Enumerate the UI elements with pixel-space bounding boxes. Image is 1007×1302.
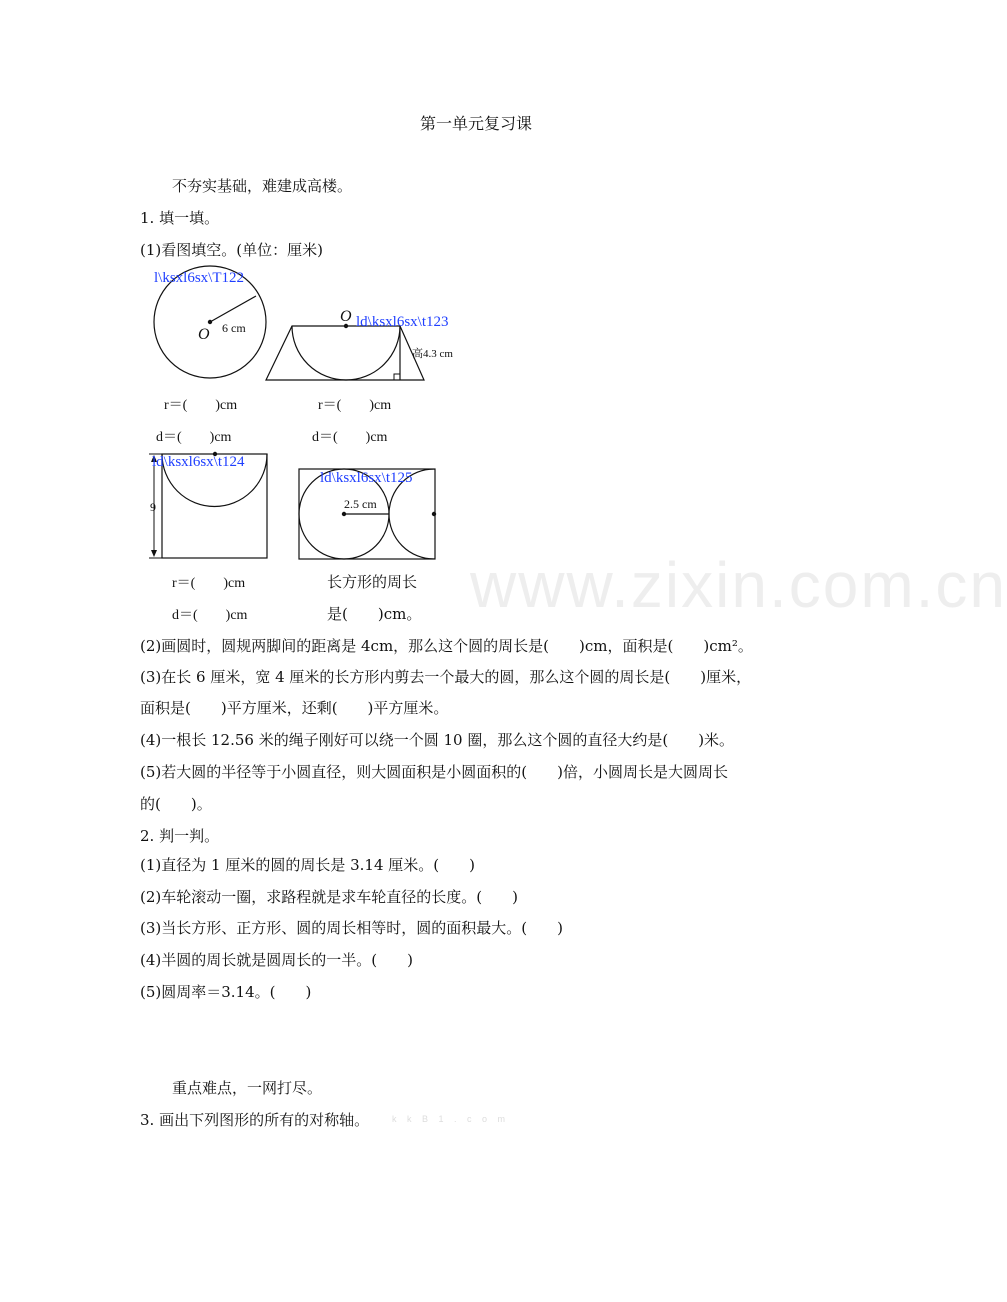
judge-item: (1)直径为 1 厘米的圆的周长是 3.14 厘米。( ) [140, 856, 475, 874]
figure-2-r-blank: r＝( )cm [318, 398, 392, 413]
figure-4-code: ld\ksxl6sx\t125 [320, 470, 413, 486]
judge-item: (3)当长方形、正方形、圆的周长相等时，圆的面积最大。( ) [140, 919, 563, 937]
figure-2-center-label: O [340, 308, 352, 325]
figure-4-caption-2: 是( )cm。 [327, 605, 422, 623]
figure-4-radius-label: 2.5 cm [344, 497, 377, 511]
faint-watermark-text: k k B 1 . c o m [392, 1114, 510, 1124]
section3-heading: 3. 画出下列图形的所有的对称轴。 [140, 1111, 370, 1129]
figure-1-radius-label: 6 cm [222, 321, 246, 335]
figure-2-height-label: 高4.3 cm [412, 348, 453, 360]
question-1-3-line-1: (3)在长 6 厘米，宽 4 厘米的长方形内剪去一个最大的圆，那么这个圆的周长是( )厘米， [140, 668, 752, 686]
figure-3-d-blank: d＝( )cm [172, 608, 248, 623]
figure-1-d-blank: d＝( )cm [156, 430, 232, 445]
section1-motto: 不夯实基础，难建成高楼。 [172, 177, 353, 195]
figure-1-code: l\ksxl6sx\T122 [154, 270, 245, 286]
figure-3-code: ld\ksxl6sx\t124 [152, 454, 245, 470]
figure-2-code: ld\ksxl6sx\t123 [356, 314, 449, 330]
question-1-3-line-2: 面积是( )平方厘米，还剩( )平方厘米。 [140, 699, 449, 717]
question-1-5-line-2: 的( )。 [140, 795, 212, 813]
question-1-1: (1)看图填空。(单位：厘米) [140, 241, 323, 259]
section1-heading: 1. 填一填。 [140, 209, 220, 227]
judge-item: (5)圆周率＝3.14。( ) [140, 983, 312, 1001]
judge-item: (2)车轮滚动一圈，求路程就是求车轮直径的长度。( ) [140, 888, 518, 906]
figure-1-center-label: O [198, 326, 210, 343]
figure-4-caption-1: 长方形的周长 [327, 573, 418, 591]
section2-heading: 2. 判一判。 [140, 827, 220, 845]
figure-1-r-blank: r＝( )cm [164, 398, 238, 413]
figure-3-r-blank: r＝( )cm [172, 576, 246, 591]
question-1-5-line-1: (5)若大圆的半径等于小圆直径，则大圆面积是小圆面积的( )倍，小圆周长是大圆周长 [140, 763, 728, 781]
question-1-2: (2)画圆时，圆规两脚间的距离是 4cm，那么这个圆的周长是( )cm，面积是( )cm²。 [140, 637, 753, 655]
page-title: 第一单元复习课 [420, 114, 533, 133]
question-1-4: (4)一根长 12.56 米的绳子刚好可以绕一个圆 10 圈，那么这个圆的直径大约是( )米。 [140, 731, 735, 749]
figure-2-d-blank: d＝( )cm [312, 430, 388, 445]
watermark: www.zixin.com.cn [470, 549, 1007, 621]
judge-item: (4)半圆的周长就是圆周长的一半。( ) [140, 951, 413, 969]
section3-motto: 重点难点，一网打尽。 [172, 1079, 323, 1097]
figure-3-side-label: 9 [150, 500, 156, 514]
